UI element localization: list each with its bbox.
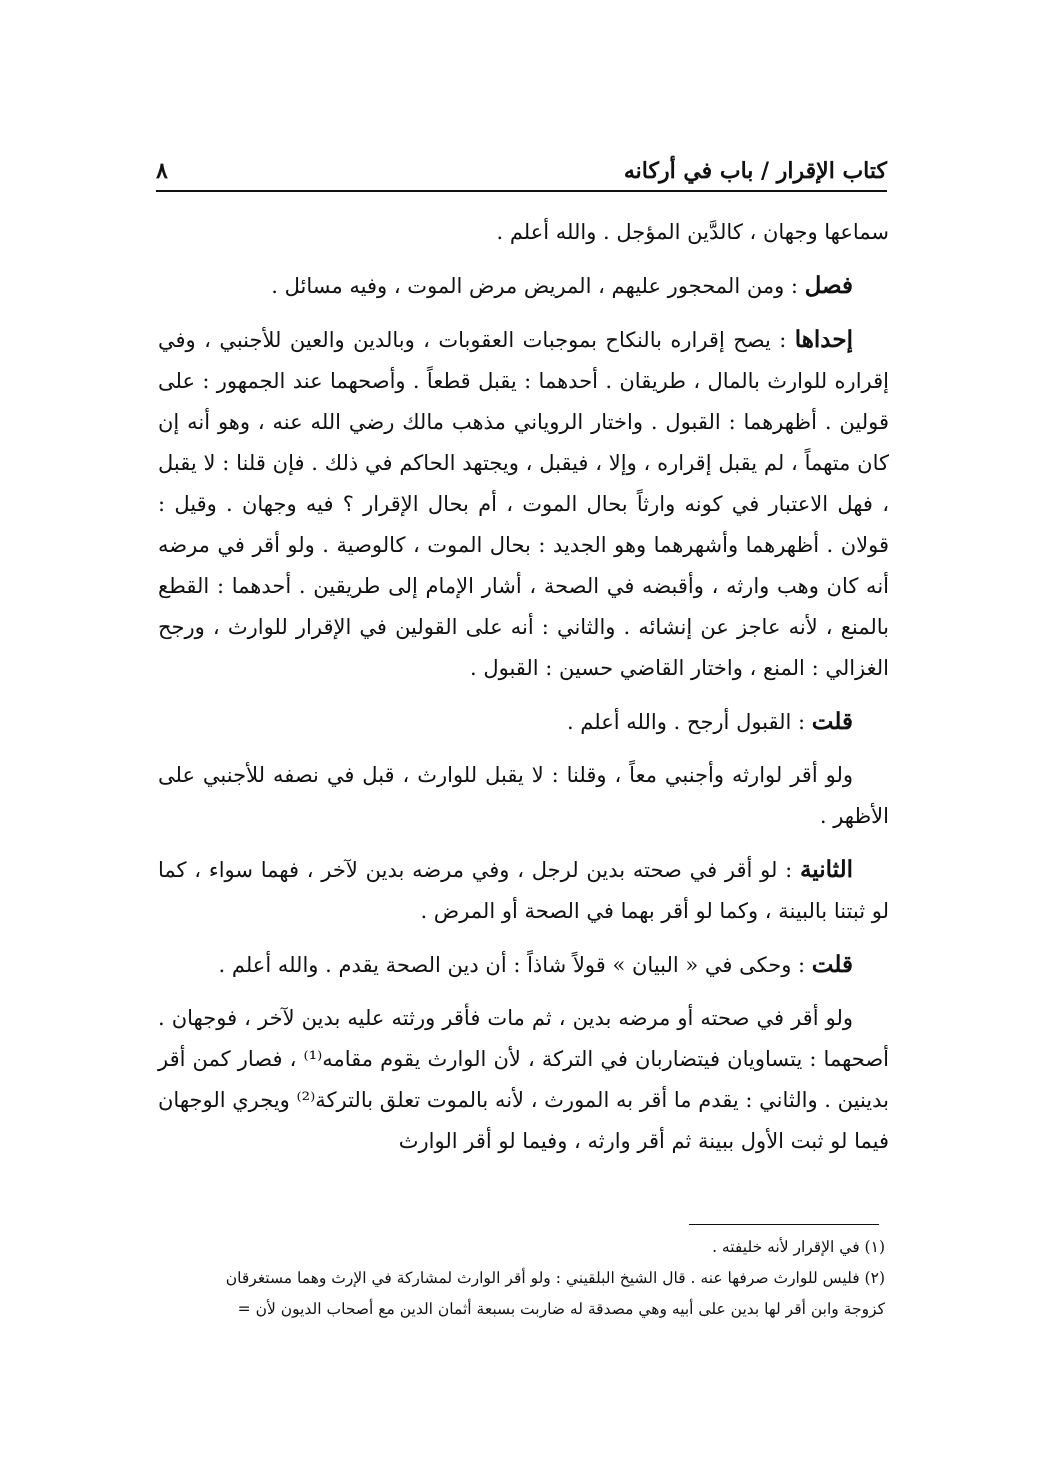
footnotes — [158, 1232, 885, 1325]
paragraph-3 — [158, 319, 889, 689]
header-title: كتاب الإقرار / باب في أركانه — [623, 158, 887, 184]
page-number: ٨ — [156, 158, 168, 184]
header-divider — [156, 190, 887, 192]
paragraph-6-text: : لو أقر في صحته بدين لرجل ، وفي مرضه بدين لآخر ، فهما سواء ، كما لو ثبتنا بالبينة ، وكما لو أقر بهما في الصحة أو المرض . — [158, 858, 889, 923]
paragraph-4 — [158, 701, 889, 743]
paragraph-4-text: : القبول أرجح . والله أعلم . — [566, 710, 812, 734]
issue-one-heading: إحداها — [794, 326, 853, 353]
paragraph-7-text: : وحكى في « البيان » قولاً شاذاً : أن دين الصحة يقدم . والله أعلم . — [218, 953, 812, 977]
qult-heading-2: قلت — [811, 951, 853, 978]
issue-two-heading: الثانية — [799, 856, 853, 883]
paragraph-2 — [158, 265, 889, 307]
paragraph-1-text: سماعها وجهان ، كالدَّين المؤجل . والله أعلم . — [496, 220, 889, 244]
paragraph-2-text: : ومن المحجور عليهم ، المريض مرض الموت ، وفيه مسائل . — [271, 274, 805, 298]
footnote-1: (١) في الإقرار لأنه خليفته . — [712, 1238, 885, 1256]
running-header — [156, 148, 887, 184]
qult-heading-1: قلت — [811, 708, 853, 735]
section-heading: فصل — [804, 272, 853, 299]
paragraph-8 — [158, 998, 889, 1162]
paragraph-6 — [158, 849, 889, 932]
footnote-divider — [689, 1224, 879, 1225]
footnote-2-line-1: (٢) فليس للوارث صرفها عنه . قال الشيخ البلقيني : ولو أقر الوارث لمشاركة في الإرث وهما مستغرقان — [225, 1269, 885, 1287]
paragraph-7 — [158, 944, 889, 986]
paragraph-5-text: ولو أقر لوارثه وأجنبي معاً ، وقلنا : لا يقبل للوارث ، قبل في نصفه للأجنبي على الأظهر . — [158, 763, 889, 828]
paragraph-8-text: ولو أقر في صحته أو مرضه بدين ، ثم مات فأقر ورثته عليه بدين لآخر ، فوجهان . أصحهما : يتساويان فيتضاربان في التركة ، لأن الوارث يقوم مقامه⁽¹⁾ ، فصار كمن أقر بدينين . والثاني : يقدم ما أقر به المورث ، لأنه بالموت تعلق بالتركة⁽²⁾ ويجري الوجهان فيما لو ثبت الأول ببينة ثم أقر وارثه ، وفيما لو أقر الوارث — [158, 1006, 890, 1153]
footnote-2-line-2: كزوجة وابن أقر لها بدين على أبيه وهي مصدقة له ضاربت بسبعة أثمان الدين مع أصحاب الديون لأن = — [237, 1300, 885, 1318]
main-text — [158, 212, 889, 1174]
paragraph-5 — [158, 755, 889, 837]
paragraph-3-text: : يصح إقراره بالنكاح بموجبات العقوبات ، وبالدين والعين للأجنبي ، وفي إقراره للوارث بالمال ، طريقان . أحدهما : يقبل قطعاً . وأصحهما عند الجمهور : على قولين . أظهرهما : القبول . واختار الروياني مذهب مالك رضي الله عنه ، وهو أنه إن كان متهماً ، لم يقبل إقراره ، وإلا ، فيقبل ، ويجتهد الحاكم في ذلك . فإن قلنا : لا يقبل ، فهل الاعتبار في كونه وارثاً بحال الموت ، أم بحال الإقرار ؟ فيه وجهان . وقيل : قولان . أظهرهما وأشهرهما وهو الجديد : بحال الموت ، كالوصية . ولو أقر في مرضه أنه كان وهب وارثه ، وأقبضه في الصحة ، أشار الإمام إلى طريقين . أحدهما : القطع بالمنع ، لأنه عاجز عن إنشائه . والثاني : أنه على القولين في الإقرار للوارث ، ورجح الغزالي : المنع ، واختار القاضي حسين : القبول . — [158, 328, 889, 680]
paragraph-1 — [158, 212, 889, 253]
